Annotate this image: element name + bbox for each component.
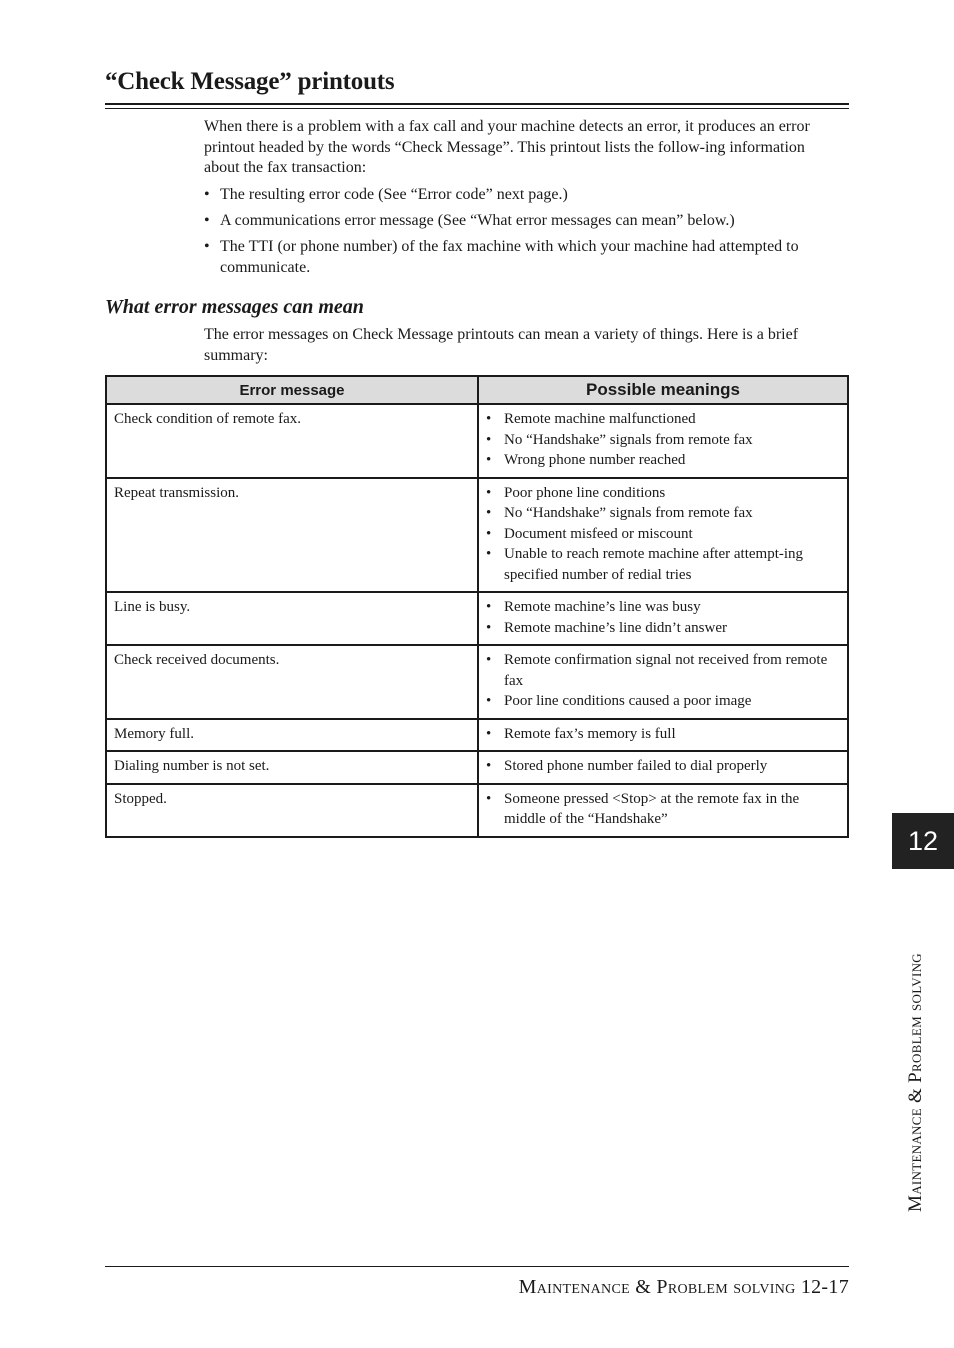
meaning-text: Poor phone line conditions — [504, 484, 666, 501]
meanings-list — [486, 409, 840, 471]
error-message-cell: Check received documents. — [106, 645, 478, 719]
possible-meanings-cell — [478, 478, 848, 593]
list-item-text: The resulting error code (See “Error code” next page.) — [220, 185, 568, 203]
meaning-text: Wrong phone number reached — [504, 452, 686, 468]
bullet-icon: • — [486, 790, 492, 807]
table-row — [106, 404, 848, 478]
bullet-icon: • — [486, 652, 492, 668]
intro-block — [204, 117, 844, 283]
meaning-text: Document misfeed or miscount — [504, 525, 693, 542]
list-item — [486, 618, 840, 639]
meanings-list — [486, 483, 840, 586]
table-row — [106, 478, 848, 593]
error-message-cell: Line is busy. — [106, 592, 478, 645]
possible-meanings-cell — [478, 645, 848, 719]
meanings-list — [486, 724, 840, 745]
meaning-text: Poor line conditions caused a poor image — [504, 693, 752, 709]
meaning-text: Remote machine’s line was busy — [504, 599, 701, 615]
section-heading: What error messages can mean — [105, 296, 364, 318]
meaning-text: Unable to reach remote machine after attempt-ing specified number of redial tries — [504, 546, 804, 583]
chapter-side-label: Maintenance & Problem solving — [905, 953, 926, 1212]
list-item — [486, 450, 840, 471]
page-title: “Check Message” printouts — [105, 68, 395, 95]
column-header-error-message: Error message — [106, 376, 478, 404]
error-message-cell: Dialing number is not set. — [106, 751, 478, 784]
title-rule-thick — [105, 103, 849, 105]
bullet-icon: • — [204, 211, 210, 229]
bullet-icon: • — [486, 693, 492, 709]
possible-meanings-cell — [478, 751, 848, 784]
list-item — [486, 650, 840, 691]
bullet-icon: • — [486, 758, 492, 774]
meaning-text: Remote confirmation signal not received from remote fax — [504, 652, 828, 689]
possible-meanings-cell — [478, 719, 848, 752]
bullet-icon: • — [204, 185, 210, 203]
list-item — [486, 503, 840, 524]
table-row — [106, 645, 848, 719]
column-header-possible-meanings: Possible meanings — [478, 376, 848, 404]
meaning-text: Remote fax’s memory is full — [504, 725, 676, 742]
list-item — [486, 430, 840, 451]
list-item — [486, 756, 840, 777]
meaning-text: No “Handshake” signals from remote fax — [504, 431, 753, 448]
bullet-icon: • — [486, 452, 492, 468]
list-item — [204, 236, 844, 278]
list-item — [486, 544, 840, 585]
table-header-row — [106, 376, 848, 404]
meanings-list — [486, 650, 840, 712]
list-item — [486, 691, 840, 712]
bullet-icon: • — [486, 484, 492, 501]
meaning-text: Stored phone number failed to dial properly — [504, 758, 768, 774]
possible-meanings-cell — [478, 404, 848, 478]
meaning-text: Remote machine malfunctioned — [504, 411, 696, 427]
list-item — [204, 210, 844, 231]
error-message-cell: Memory full. — [106, 719, 478, 752]
list-item — [486, 524, 840, 545]
error-message-cell: Repeat transmission. — [106, 478, 478, 593]
list-item-text: The TTI (or phone number) of the fax machine with which your machine had attempted to communicate. — [220, 237, 799, 276]
bullet-icon: • — [486, 599, 492, 615]
bullet-icon: • — [486, 411, 492, 427]
chapter-tab: 12 — [892, 813, 954, 869]
table-row — [106, 592, 848, 645]
error-messages-table — [105, 375, 849, 838]
list-item — [486, 724, 840, 745]
possible-meanings-cell — [478, 592, 848, 645]
list-item-text: A communications error message (See “What error messages can mean” below.) — [220, 211, 735, 229]
table-row — [106, 784, 848, 837]
possible-meanings-cell — [478, 784, 848, 837]
list-item — [486, 409, 840, 430]
meaning-text: Someone pressed <Stop> at the remote fax in the middle of the “Handshake” — [504, 790, 800, 827]
section-intro: The error messages on Check Message printouts can mean a variety of things. Here is a brief summary: — [204, 326, 799, 364]
list-item — [204, 184, 844, 205]
meanings-list — [486, 789, 840, 830]
title-rule-thin — [105, 108, 849, 109]
list-item — [486, 483, 840, 504]
bullet-icon: • — [486, 431, 492, 448]
footer-rule — [105, 1266, 849, 1267]
bullet-icon: • — [486, 505, 492, 521]
footer-running-head: Maintenance & Problem solving 12-17 — [518, 1276, 849, 1298]
error-message-cell: Check condition of remote fax. — [106, 404, 478, 478]
error-message-cell: Stopped. — [106, 784, 478, 837]
bullet-icon: • — [486, 619, 492, 636]
meaning-text: Remote machine’s line didn’t answer — [504, 619, 728, 636]
list-item — [486, 597, 840, 618]
bullet-icon: • — [486, 525, 492, 542]
bullet-icon: • — [486, 546, 492, 562]
list-item — [486, 789, 840, 830]
table-row — [106, 719, 848, 752]
intro-paragraph: When there is a problem with a fax call and your machine detects an error, it produces an error printout headed by the words “Check Message”. This printout lists the follow-ing information about the fax transaction: — [204, 118, 810, 176]
intro-bullet-list — [204, 184, 844, 278]
bullet-icon: • — [486, 725, 492, 742]
meanings-list — [486, 756, 840, 777]
bullet-icon: • — [204, 237, 210, 255]
meanings-list — [486, 597, 840, 638]
meaning-text: No “Handshake” signals from remote fax — [504, 505, 753, 521]
table-row — [106, 751, 848, 784]
